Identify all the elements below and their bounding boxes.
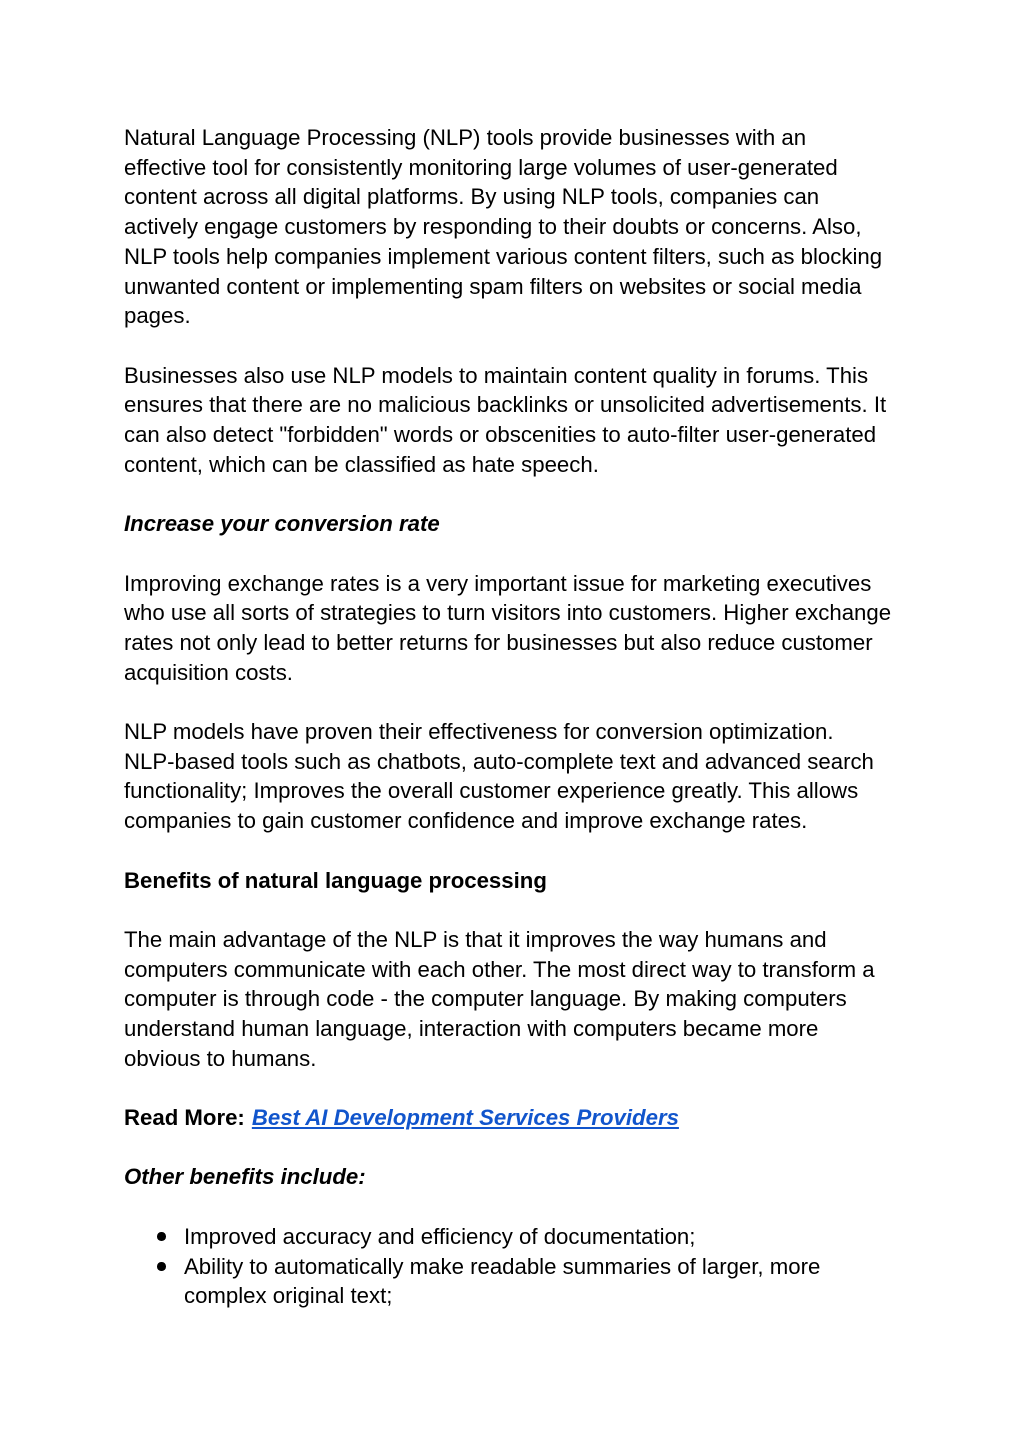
text-line: actively engage customers by responding to their doubts or concerns. Also,	[124, 214, 862, 240]
document-content	[124, 123, 914, 1311]
text-line: NLP-based tools such as chatbots, auto-complete text and advanced search	[124, 748, 874, 774]
text-line: content across all digital platforms. By using NLP tools, companies can	[124, 184, 820, 210]
heading-benefits-nlp: Benefits of natural language processing	[124, 867, 547, 893]
text-line: effective tool for consistently monitoring large volumes of user-generated	[124, 154, 838, 180]
text-line: understand human language, interaction with computers became more	[124, 1016, 819, 1041]
text-line: The main advantage of the NLP is that it improves the way humans and	[124, 926, 827, 952]
text-line: Ability to automatically make readable summaries of larger, more	[184, 1253, 821, 1279]
text-line: Businesses also use NLP models to maintain content quality in forums. This	[124, 362, 869, 388]
text-line: obvious to humans.	[124, 1045, 317, 1071]
text-line: Natural Language Processing (NLP) tools provide businesses with an	[124, 125, 807, 150]
text-line: who use all sorts of strategies to turn visitors into customers. Higher exchange	[124, 600, 892, 626]
paragraph-conversion-optimization	[124, 717, 914, 836]
benefits-list	[124, 1222, 914, 1311]
text-line: rates not only lead to better returns for businesses but also reduce customer	[124, 629, 873, 655]
text-line: NLP tools help companies implement various content filters, such as blocking	[124, 243, 883, 269]
list-item	[124, 1222, 914, 1252]
paragraph-nlp-tools	[124, 123, 914, 331]
paragraph-main-advantage	[124, 925, 914, 1074]
list-item	[124, 1252, 914, 1311]
text-line: computer is through code - the computer language. By making computers	[124, 986, 847, 1012]
text-line: content, which can be classified as hate speech.	[124, 451, 599, 477]
paragraph-content-quality	[124, 361, 914, 480]
text-line: Improving exchange rates is a very important issue for marketing executives	[124, 570, 872, 596]
text-line: NLP models have proven their effectiveness for conversion optimization.	[124, 719, 834, 744]
read-more-line	[124, 1103, 914, 1133]
text-line: Improved accuracy and efficiency of documentation;	[184, 1223, 696, 1249]
text-line: can also detect "forbidden" words or obscenities to auto-filter user-generated	[124, 422, 877, 448]
read-more-label: Read More:	[124, 1105, 245, 1131]
heading-increase-conversion-rate: Increase your conversion rate	[124, 511, 440, 537]
text-line: unwanted content or implementing spam filters on websites or social media	[124, 273, 862, 299]
heading-other-benefits: Other benefits include:	[124, 1164, 366, 1190]
paragraph-exchange-rates	[124, 569, 914, 688]
text-line: complex original text;	[184, 1283, 393, 1309]
read-more-link[interactable]: Best AI Development Services Providers	[251, 1105, 679, 1131]
text-line: functionality; Improves the overall customer experience greatly. This allows	[124, 778, 859, 804]
text-line: companies to gain customer confidence and improve exchange rates.	[124, 808, 808, 834]
text-line: acquisition costs.	[124, 659, 293, 685]
text-line: ensures that there are no malicious backlinks or unsolicited advertisements. It	[124, 392, 887, 418]
text-line: computers communicate with each other. The most direct way to transform a	[124, 956, 875, 982]
text-line: pages.	[124, 303, 191, 329]
